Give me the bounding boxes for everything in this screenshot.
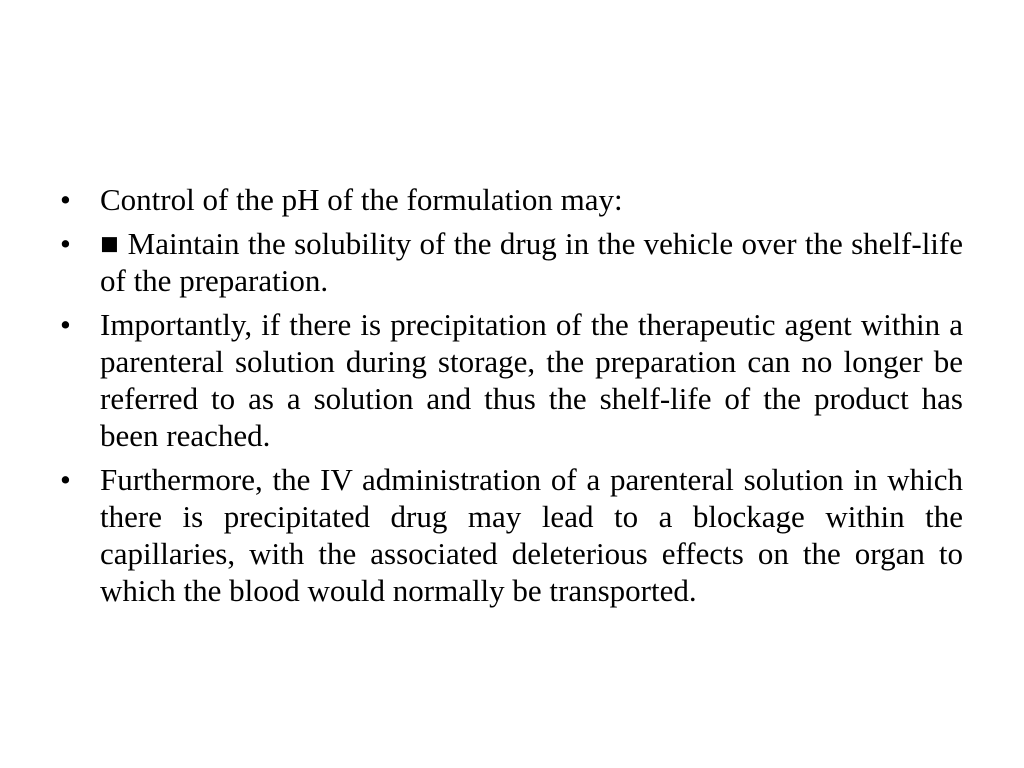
bullet-item (60, 306, 963, 454)
bullet-marker: • (60, 462, 71, 497)
bullet-marker: • (60, 226, 71, 261)
bullet-item (60, 225, 963, 299)
bullet-text: ■ Maintain the solubility of the drug in the vehicle over the shelf-life of the preparation. (100, 226, 963, 298)
bullet-list (60, 181, 963, 609)
bullet-marker: • (60, 307, 71, 342)
bullet-text: Control of the pH of the formulation may: (100, 182, 623, 217)
slide-body (60, 181, 963, 616)
bullet-marker: • (60, 182, 71, 217)
bullet-text: Furthermore, the IV administration of a parenteral solution in which there is precipitated drug may lead to a blockage within the capillaries, with the associated deleterious effects on the organ to which the blood would normally be transported. (100, 462, 963, 608)
bullet-item (60, 461, 963, 609)
bullet-item (60, 181, 963, 218)
bullet-text: Importantly, if there is precipitation of the therapeutic agent within a parenteral solution during storage, the preparation can no longer be referred to as a solution and thus the shelf-life of the product has been reached. (100, 307, 963, 453)
